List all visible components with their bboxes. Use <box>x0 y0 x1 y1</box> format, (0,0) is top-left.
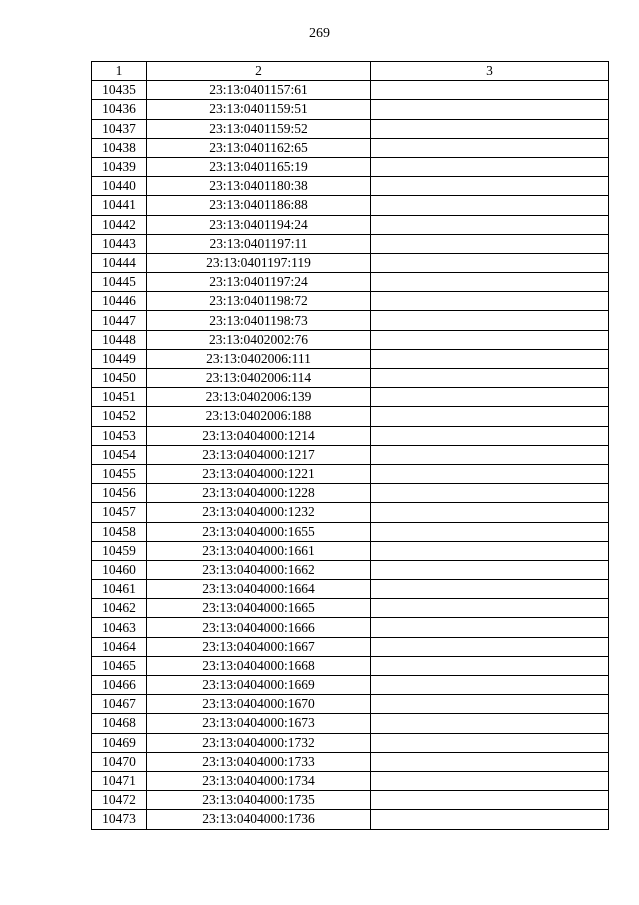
table-row <box>92 445 609 464</box>
note-cell <box>371 810 609 829</box>
table-row <box>92 234 609 253</box>
note-cell <box>371 733 609 752</box>
table-row <box>92 81 609 100</box>
note-cell <box>371 522 609 541</box>
cadastral-number-cell: 23:13:0401186:88 <box>147 196 371 215</box>
registry-table <box>91 61 609 830</box>
row-number-cell: 10463 <box>92 618 147 637</box>
cadastral-number-cell: 23:13:0404000:1221 <box>147 464 371 483</box>
cadastral-number-cell: 23:13:0402006:188 <box>147 407 371 426</box>
cadastral-number-cell: 23:13:0401157:61 <box>147 81 371 100</box>
cadastral-number-cell: 23:13:0404000:1662 <box>147 560 371 579</box>
note-cell <box>371 177 609 196</box>
row-number-cell: 10470 <box>92 752 147 771</box>
row-number-cell: 10462 <box>92 599 147 618</box>
table-row <box>92 253 609 272</box>
row-number-cell: 10473 <box>92 810 147 829</box>
row-number-cell: 10451 <box>92 388 147 407</box>
row-number-cell: 10460 <box>92 560 147 579</box>
cadastral-number-cell: 23:13:0404000:1666 <box>147 618 371 637</box>
table-row <box>92 369 609 388</box>
table-row <box>92 119 609 138</box>
table-row <box>92 464 609 483</box>
row-number-cell: 10453 <box>92 426 147 445</box>
cadastral-number-cell: 23:13:0401165:19 <box>147 157 371 176</box>
cadastral-number-cell: 23:13:0402006:114 <box>147 369 371 388</box>
row-number-cell: 10452 <box>92 407 147 426</box>
row-number-cell: 10466 <box>92 676 147 695</box>
note-cell <box>371 157 609 176</box>
cadastral-number-cell: 23:13:0402006:139 <box>147 388 371 407</box>
row-number-cell: 10456 <box>92 484 147 503</box>
table-row <box>92 618 609 637</box>
row-number-cell: 10447 <box>92 311 147 330</box>
cadastral-number-cell: 23:13:0401162:65 <box>147 138 371 157</box>
table-row <box>92 100 609 119</box>
table-row <box>92 292 609 311</box>
cadastral-number-cell: 23:13:0402002:76 <box>147 330 371 349</box>
table-row <box>92 503 609 522</box>
note-cell <box>371 311 609 330</box>
cadastral-number-cell: 23:13:0401198:73 <box>147 311 371 330</box>
note-cell <box>371 541 609 560</box>
note-cell <box>371 253 609 272</box>
row-number-cell: 10471 <box>92 771 147 790</box>
row-number-cell: 10455 <box>92 464 147 483</box>
row-number-cell: 10440 <box>92 177 147 196</box>
note-cell <box>371 464 609 483</box>
table-row <box>92 426 609 445</box>
cadastral-number-cell: 23:13:0404000:1228 <box>147 484 371 503</box>
cadastral-number-cell: 23:13:0401197:119 <box>147 253 371 272</box>
table-row <box>92 656 609 675</box>
table-row <box>92 388 609 407</box>
note-cell <box>371 100 609 119</box>
table-row <box>92 637 609 656</box>
table-row <box>92 196 609 215</box>
cadastral-number-cell: 23:13:0404000:1673 <box>147 714 371 733</box>
cadastral-number-cell: 23:13:0401180:38 <box>147 177 371 196</box>
table-row <box>92 599 609 618</box>
note-cell <box>371 292 609 311</box>
row-number-cell: 10446 <box>92 292 147 311</box>
row-number-cell: 10438 <box>92 138 147 157</box>
table-row <box>92 407 609 426</box>
row-number-cell: 10435 <box>92 81 147 100</box>
cadastral-number-cell: 23:13:0401194:24 <box>147 215 371 234</box>
note-cell <box>371 349 609 368</box>
row-number-cell: 10465 <box>92 656 147 675</box>
row-number-cell: 10467 <box>92 695 147 714</box>
row-number-cell: 10458 <box>92 522 147 541</box>
cadastral-number-cell: 23:13:0404000:1232 <box>147 503 371 522</box>
table-row <box>92 522 609 541</box>
cadastral-number-cell: 23:13:0404000:1655 <box>147 522 371 541</box>
note-cell <box>371 388 609 407</box>
row-number-cell: 10468 <box>92 714 147 733</box>
note-cell <box>371 196 609 215</box>
cadastral-number-cell: 23:13:0404000:1214 <box>147 426 371 445</box>
cadastral-number-cell: 23:13:0404000:1664 <box>147 580 371 599</box>
table-row <box>92 311 609 330</box>
cadastral-number-cell: 23:13:0404000:1661 <box>147 541 371 560</box>
table-row <box>92 157 609 176</box>
note-cell <box>371 369 609 388</box>
table-row <box>92 791 609 810</box>
table-body <box>92 81 609 829</box>
cadastral-number-cell: 23:13:0401198:72 <box>147 292 371 311</box>
cadastral-number-cell: 23:13:0404000:1668 <box>147 656 371 675</box>
note-cell <box>371 119 609 138</box>
table-row <box>92 752 609 771</box>
column-header-2: 2 <box>147 62 371 81</box>
note-cell <box>371 599 609 618</box>
row-number-cell: 10439 <box>92 157 147 176</box>
row-number-cell: 10441 <box>92 196 147 215</box>
cadastral-number-cell: 23:13:0404000:1734 <box>147 771 371 790</box>
row-number-cell: 10457 <box>92 503 147 522</box>
row-number-cell: 10442 <box>92 215 147 234</box>
row-number-cell: 10472 <box>92 791 147 810</box>
row-number-cell: 10449 <box>92 349 147 368</box>
cadastral-number-cell: 23:13:0401197:24 <box>147 273 371 292</box>
note-cell <box>371 445 609 464</box>
cadastral-number-cell: 23:13:0401159:51 <box>147 100 371 119</box>
note-cell <box>371 656 609 675</box>
table-row <box>92 330 609 349</box>
row-number-cell: 10437 <box>92 119 147 138</box>
table-row <box>92 138 609 157</box>
note-cell <box>371 580 609 599</box>
row-number-cell: 10436 <box>92 100 147 119</box>
note-cell <box>371 752 609 771</box>
column-header-1: 1 <box>92 62 147 81</box>
note-cell <box>371 81 609 100</box>
note-cell <box>371 215 609 234</box>
row-number-cell: 10454 <box>92 445 147 464</box>
note-cell <box>371 503 609 522</box>
table-row <box>92 676 609 695</box>
note-cell <box>371 676 609 695</box>
cadastral-number-cell: 23:13:0404000:1732 <box>147 733 371 752</box>
note-cell <box>371 618 609 637</box>
cadastral-number-cell: 23:13:0402006:111 <box>147 349 371 368</box>
row-number-cell: 10469 <box>92 733 147 752</box>
cadastral-number-cell: 23:13:0404000:1217 <box>147 445 371 464</box>
table-row <box>92 580 609 599</box>
cadastral-number-cell: 23:13:0401159:52 <box>147 119 371 138</box>
cadastral-number-cell: 23:13:0404000:1735 <box>147 791 371 810</box>
note-cell <box>371 637 609 656</box>
table-row <box>92 714 609 733</box>
table-row <box>92 771 609 790</box>
header-row <box>92 62 609 81</box>
table-row <box>92 215 609 234</box>
table-row <box>92 177 609 196</box>
table-row <box>92 560 609 579</box>
note-cell <box>371 330 609 349</box>
page-number: 269 <box>309 26 330 41</box>
cadastral-number-cell: 23:13:0404000:1669 <box>147 676 371 695</box>
table-row <box>92 273 609 292</box>
column-header-3: 3 <box>371 62 609 81</box>
cadastral-number-cell: 23:13:0404000:1736 <box>147 810 371 829</box>
row-number-cell: 10459 <box>92 541 147 560</box>
table-row <box>92 733 609 752</box>
table-header <box>92 62 609 81</box>
note-cell <box>371 560 609 579</box>
row-number-cell: 10443 <box>92 234 147 253</box>
row-number-cell: 10450 <box>92 369 147 388</box>
table-row <box>92 810 609 829</box>
note-cell <box>371 791 609 810</box>
note-cell <box>371 714 609 733</box>
note-cell <box>371 234 609 253</box>
cadastral-number-cell: 23:13:0404000:1670 <box>147 695 371 714</box>
note-cell <box>371 407 609 426</box>
row-number-cell: 10445 <box>92 273 147 292</box>
note-cell <box>371 138 609 157</box>
note-cell <box>371 695 609 714</box>
cadastral-number-cell: 23:13:0404000:1667 <box>147 637 371 656</box>
cadastral-number-cell: 23:13:0404000:1733 <box>147 752 371 771</box>
table-row <box>92 349 609 368</box>
table-row <box>92 484 609 503</box>
note-cell <box>371 426 609 445</box>
note-cell <box>371 771 609 790</box>
table-row <box>92 541 609 560</box>
table-row <box>92 695 609 714</box>
row-number-cell: 10464 <box>92 637 147 656</box>
note-cell <box>371 484 609 503</box>
cadastral-number-cell: 23:13:0404000:1665 <box>147 599 371 618</box>
note-cell <box>371 273 609 292</box>
cadastral-number-cell: 23:13:0401197:11 <box>147 234 371 253</box>
row-number-cell: 10461 <box>92 580 147 599</box>
row-number-cell: 10444 <box>92 253 147 272</box>
row-number-cell: 10448 <box>92 330 147 349</box>
